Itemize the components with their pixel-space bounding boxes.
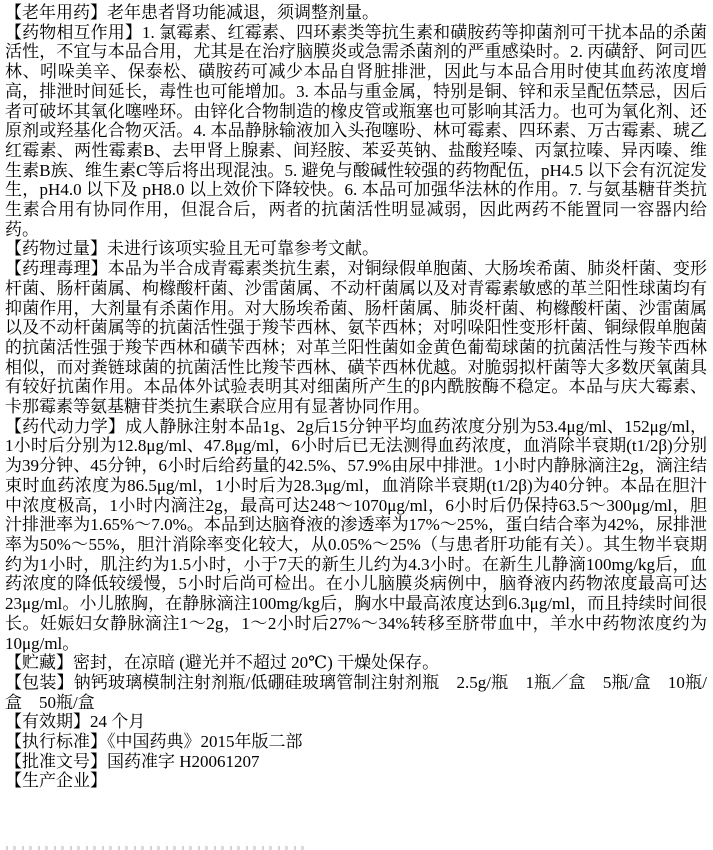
section-geriatric-use	[5, 3, 707, 23]
section-text-shelf-life: 24 个月	[90, 712, 146, 732]
section-text-storage: 密封，在凉暗 (避光并不超过 20℃) 干燥处保存。	[73, 653, 440, 673]
section-text-geriatric-use: 老年患者肾功能减退，须调整剂量。	[107, 3, 379, 22]
section-label-manufacturer: 【生产企业】	[5, 771, 107, 791]
section-storage	[5, 653, 707, 673]
section-text-packaging: 钠钙玻璃模制注射剂瓶/低硼硅玻璃管制注射剂瓶 2.5g/瓶 1瓶／盒 5瓶/盒 10瓶/盒 50瓶/盒	[5, 672, 707, 712]
section-pharmacology-toxicology	[5, 259, 707, 417]
cropped-last-line-remnant	[6, 846, 306, 850]
section-overdose	[5, 239, 707, 259]
section-text-approval-number: 国药准字 H20061207	[107, 751, 260, 771]
section-text-pharmacology-toxicology: 本品为半合成青霉素类抗生素，对铜绿假单胞菌、大肠埃希菌、肺炎杆菌、变形杆菌、肠杆菌属、枸橼酸杆菌、沙雷菌属、不动杆菌属以及对青霉素敏感的革兰阳性球菌均有抑菌作用，大剂量有杀菌作用。对大肠埃希菌、肠杆菌属、肺炎杆菌、枸橼酸杆菌、沙雷菌属以及不动杆菌属等的抗菌活性强于羧苄西林、氨苄西林；对吲哚阳性变形杆菌、铜绿假单胞菌的抗菌活性强于羧苄西林和磺苄西林；对革兰阳性菌如金黄色葡萄球菌的抗菌活性与羧苄西林相似，而对粪链球菌的抗菌活性比羧苄西林、磺苄西林优越。对脆弱拟杆菌等大多数厌氧菌具有较好抗菌作用。本品体外试验表明其对细菌所产生的β内酰胺酶不稳定。本品与庆大霉素、卡那霉素等氨基糖苷类抗生素联合应用有显著协同作用。	[5, 259, 707, 417]
section-pharmacokinetics	[5, 417, 707, 653]
section-shelf-life	[5, 712, 707, 732]
section-label-pharmacology-toxicology: 【药理毒理】	[5, 259, 108, 279]
section-text-drug-interactions: 1. 氯霉素、红霉素、四环素类等抗生素和磺胺药等抑菌剂可干扰本品的杀菌活性，不宜与本品合用，尤其是在治疗脑膜炎或急需杀菌剂的严重感染时。2. 丙磺舒、阿司匹林、吲哚美辛、保泰松、磺胺药可减少本品自肾脏排泄，因此与本品合用时使其血药浓度增高，排泄时间延长，毒性也可能增加。3. 本品与重金属，特别是铜、锌和汞呈配伍禁忌，因后者可破坏其氧化噻唑环。由锌化合物制造的橡皮管或瓶塞也可影响其活力。也可为氧化剂、还原剂或羟基化合物灭活。4. 本品静脉输液加入头孢噻吩、林可霉素、四环素、万古霉素、琥乙红霉素、两性霉素B、去甲肾上腺素、间羟胺、苯妥英钠、盐酸羟嗪、丙氯拉嗪、异丙嗪、维生素B族、维生素C等后将出现混浊。5. 避免与酸碱性较强的药物配伍，pH4.5 以下会有沉淀发生，pH4.0 以下及 pH8.0 以上效价下降较快。6. 本品可加强华法林的作用。7. 与氨基糖苷类抗生素合用有协同作用，但混合后，两者的抗菌活性明显减弱，因此两药不能置同一容器内给药。	[5, 22, 707, 239]
section-packaging	[5, 673, 707, 712]
section-label-executive-standard: 【执行标准】	[5, 732, 107, 752]
section-drug-interactions	[5, 23, 707, 240]
section-text-pharmacokinetics: 成人静脉注射本品1g、2g后15分钟平均血药浓度分别为53.4μg/ml、152μg/ml，1小时后分别为12.8μg/ml、47.8μg/ml，6小时后已无法测得血药浓度，血消除半衰期(t1/2β)分别为39分钟、45分钟，6小时后给药量的42.5%、57.9%由尿中排泄。1小时内静脉滴注2g，滴注结束时血药浓度为86.5μg/ml，1小时后为28.3μg/ml，血消除半衰期(t1/2β)为40分钟。本品在胆汁中浓度极高，1小时内滴注2g，最高可达248～1070μg/ml，6小时后仍保持63.5～300μg/ml，胆汁排泄率为1.65%～7.0%。本品到达脑脊液的渗透率为17%～25%，蛋白结合率为42%，尿排泄率为50%～55%，胆汁消除率变化较大，从0.05%～25%（与患者肝功能有关）。其生物半衰期约为1小时，肌注约为1.5小时，小于7天的新生儿约为4.3小时。在新生儿静滴100mg/kg后，血药浓度的降低较缓慢，5小时后尚可检出。在小儿脑膜炎病例中，脑脊液内药物浓度最高可达23μg/ml。小儿脓胸，在静脉滴注100mg/kg后，胸水中最高浓度达到6.3μg/ml，而且持续时间很长。妊娠妇女静脉滴注1～2g，1～2小时后27%～34%转移至脐带血中，羊水中药物浓度约为10μg/ml。	[5, 416, 708, 653]
section-label-approval-number: 【批准文号】	[5, 751, 107, 771]
section-text-overdose: 未进行该项实验且无可靠参考文献。	[107, 239, 379, 259]
section-approval-number	[5, 752, 707, 772]
section-text-executive-standard: 《中国药典》2015年版二部	[107, 732, 303, 752]
section-label-geriatric-use: 【老年用药】	[5, 3, 107, 22]
section-label-packaging: 【包装】	[5, 672, 74, 692]
section-label-drug-interactions: 【药物相互作用】	[5, 22, 142, 42]
section-label-shelf-life: 【有效期】	[5, 712, 90, 732]
section-label-pharmacokinetics: 【药代动力学】	[5, 416, 126, 436]
section-label-storage: 【贮藏】	[5, 653, 73, 673]
section-manufacturer	[5, 771, 707, 791]
section-label-overdose: 【药物过量】	[5, 239, 107, 259]
section-executive-standard	[5, 732, 707, 752]
